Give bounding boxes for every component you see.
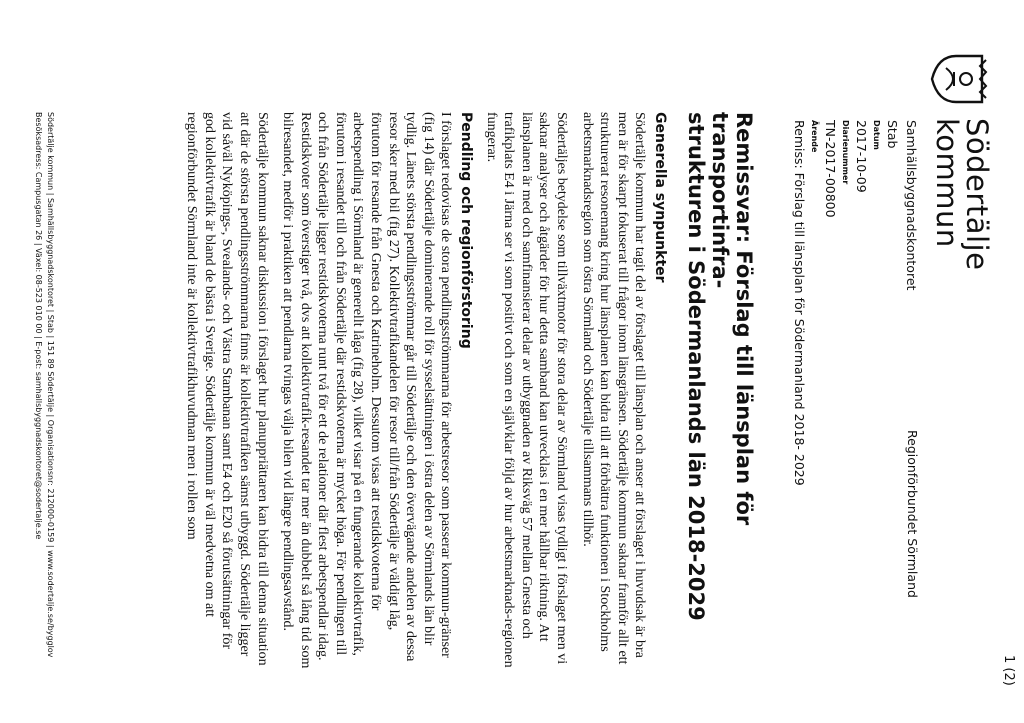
title-line-1: Remissvar: Förslag till länsplan för transportinfra- [708, 112, 756, 526]
section-heading-commuting: Pendling och regionförstoring [458, 112, 475, 349]
footer-line-2: Besöksadress: Campusgatan 26 | Växel: 08-523 010 00 | E-post: samhallsbyggnadskontoret@sodertalje.se [34, 112, 43, 540]
brand-name [932, 118, 992, 270]
document-meta [789, 120, 920, 486]
brand-line-1: Södertälje [960, 118, 994, 271]
section-heading-general: Generella synpunkter [652, 112, 668, 283]
paragraph: Södertälje kommun saknar diskussion i förslaget hur planuppriättaren kan bidra till denna situation att där de största pendlingsströmmarna finns är kollektivtrafiken sämst utbyggd. Södertälje ligger vid såväl Nyköpings-, Svealands- och Västra Stambanan samt E4 och E20 så förutsättningar för god kollektivtrafik är bland de bästa i Sverige. Södertälje kommun är väl medvetna om att regionförbundet Sörmland inte är kollektivtrafikhuvudman men i rollen som [184, 112, 270, 666]
unit: Stab [885, 120, 900, 149]
paragraph: Södertälje kommun har tagit del av förslaget till länsplan och anser att förslaget i huvudsak är bra men är för skarpt fokuserat till frågor inom länsgränsen. Södertälje kommun saknar framför allt ett strukturerat resonemang kring hur länsplanen kan bidra till att förbättra funktionen i Stockholms arbetsmarknadsregion som östra Sörmland och Södertälje tillsammans tillhör. [579, 112, 648, 665]
paragraph: I förslaget redovisas de stora pendlingsströmmarna för arbetsresor som passerar kommun-gränser (fig 14) där Södertälje dominerande roll för sysselsättningen i östra delen av Sörmlands län blir tydlig. Länets största pendlingsströmmar går till Södertälje och den övervägande andelen av dessa resor sker med bil (fig 27). Kollektivtrafikandelen för resor till/från Södertälje är väldigt låg, förutom för resande från Gnesta och Katrineholm. Dessutom visas att restidskvoterna för arbetspendling i Sörmland är generellt låga (fig 28), vilket visar på en fungerande kollektivtrafik, förutom i resandet till och från Södertälje där restidskvoterna är mycket höga. För pendlingen till och från Södertälje ligger restidskvoterna runt två för ett de relationer där flest arbetspendlar idag. Restidskvoter som överstiger två, dvs att kollektivtrafik-resandet tar mer än dubbelt så lång tid som bilresandet, medför i praktiken att pendlarna tvingas välja bilen vid längre pendlingsavstånd. [280, 112, 454, 669]
date-value: 2017-10-09 [854, 120, 869, 193]
paragraph: Södertäljes betydelse som tillväxtmotor för stora delar av Sörmland visas tydligt i förslaget men vi saknar analyser och åtgärder för hur detta samband kan utvecklas i en mer hållbar riktning. Att länsplanen är med och samfinansierar delar av utbyggnaden av Riksväg 57 mellan Gnesta och trafikplats E4 i Järna ser vi som positivt och som en självklar följd av hur arbetsmarknads-regionen fungerar. [483, 112, 570, 668]
subject-value: Remiss: Förslag till länsplan för Södermanland 2018- 2029 [792, 120, 807, 486]
footer-line-1: Södertälje kommun | Samhällsbyggnadskontoret | Stab | 151 89 Södertälje | Organisationsnr: 212000-0159 | www.sodertalje.se/bygglov [46, 112, 55, 658]
diary-label: Diarienummer [841, 120, 850, 185]
brand-line-2: kommun [930, 118, 964, 248]
municipal-coat-of-arms-icon [930, 50, 990, 108]
department: Samhällsbyggnadskontoret [904, 120, 919, 291]
page-footer [32, 112, 56, 712]
diary-value: TN-2017-00800 [823, 120, 838, 218]
subject-label: Ärende [810, 120, 819, 153]
document-body [175, 112, 674, 672]
date-label: Datum [872, 120, 881, 150]
page-number: 1 (2) [1001, 655, 1016, 686]
recipient: Regionförbundet Sörmland [905, 430, 920, 598]
document-title [684, 112, 756, 672]
title-line-2: strukturen i Södermanlands län 2018-2029 [684, 112, 708, 621]
